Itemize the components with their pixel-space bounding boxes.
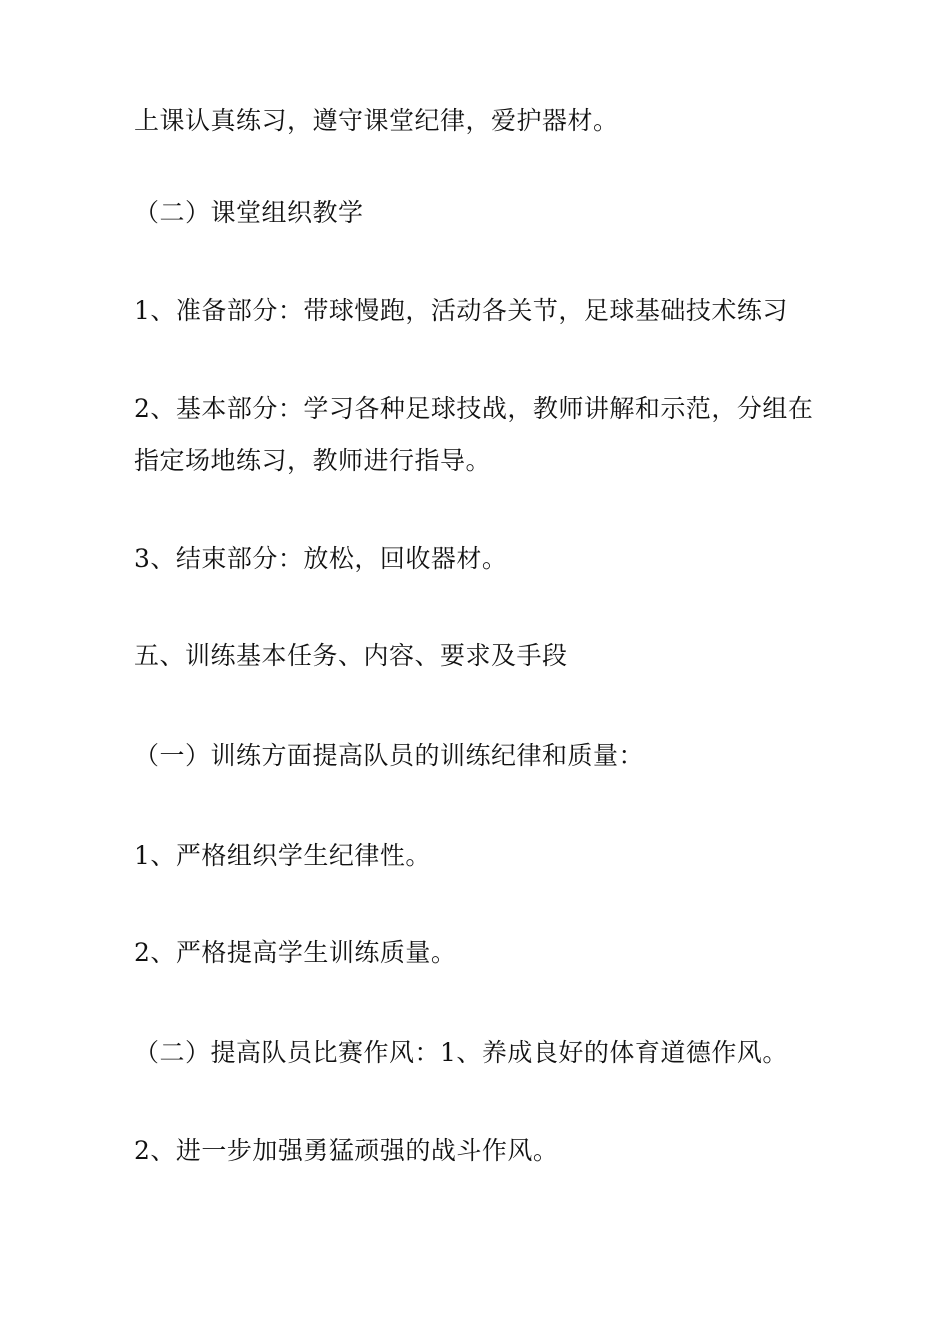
paragraph-9: 2、严格提高学生训练质量。: [134, 938, 457, 967]
paragraph-4: 2、基本部分：学习各种足球技战，教师讲解和示范，分组在指定场地练习，教师进行指导。: [134, 394, 814, 475]
paragraph-3: 1、准备部分：带球慢跑，活动各关节，足球基础技术练习: [134, 296, 788, 325]
paragraph-10: （二）提高队员比赛作风：1、养成良好的体育道德作风。: [134, 1038, 788, 1067]
paragraph-6: 五、训练基本任务、内容、要求及手段: [134, 641, 568, 670]
paragraph-8: 1、严格组织学生纪律性。: [134, 841, 431, 870]
paragraph-11: 2、进一步加强勇猛顽强的战斗作风。: [134, 1136, 559, 1165]
paragraph-5: 3、结束部分：放松，回收器材。: [134, 544, 508, 573]
paragraph-2: （二）课堂组织教学: [134, 198, 364, 227]
paragraph-7: （一）训练方面提高队员的训练纪律和质量：: [134, 741, 645, 770]
paragraph-1: 上课认真练习，遵守课堂纪律，爱护器材。: [134, 106, 619, 135]
